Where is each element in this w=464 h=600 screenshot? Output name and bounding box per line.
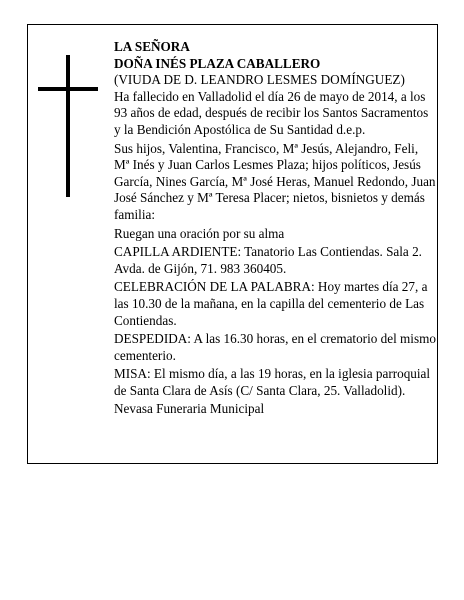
cross-icon xyxy=(38,55,98,197)
celebration-paragraph: CELEBRACIÓN DE LA PALABRA: Hoy martes día 27, a las 10.30 de la mañana, en la capilla del cementerio de Las Contiendas. xyxy=(114,279,428,328)
funeral-home: Nevasa Funeraria Municipal xyxy=(114,401,265,417)
cross-vertical-bar xyxy=(66,55,70,197)
cross-horizontal-bar xyxy=(38,87,98,91)
widow-note: (VIUDA DE D. LEANDRO LESMES DOMÍNGUEZ) xyxy=(114,72,405,88)
farewell-paragraph: DESPEDIDA: A las 16.30 horas, en el crematorio del mismo cementerio. xyxy=(114,331,436,363)
chapel-paragraph: CAPILLA ARDIENTE: Tanatorio Las Contiendas. Sala 2. Avda. de Gijón, 71. 983 360405. xyxy=(114,244,422,276)
heading-title: LA SEÑORA xyxy=(114,39,190,54)
prayer-line: Ruegan una oración por su alma xyxy=(114,225,285,241)
family-paragraph: Sus hijos, Valentina, Francisco, Mª Jesús, Alejandro, Feli, Mª Inés y Juan Carlos Lesmes Plaza; hijos políticos, Jesús García, Nines García, Mª José Heras, Manuel Redondo, Juan José Sánchez y Mª Teresa Placer; nietos, bisnietos y demás familia: xyxy=(114,140,436,222)
mass-paragraph: MISA: El mismo día, a las 19 horas, en la iglesia parroquial de Santa Clara de Asís (C/ Santa Clara, 25. Valladolid). xyxy=(114,366,431,398)
deceased-name: DOÑA INÉS PLAZA CABALLERO xyxy=(114,55,321,71)
death-paragraph: Ha fallecido en Valladolid el día 26 de mayo de 2014, a los 93 años de edad, después de recibir los Santos Sacramentos y la Bendición Apostólica de Su Santidad d.e.p. xyxy=(114,88,429,137)
obituary-text xyxy=(114,39,436,420)
obituary-notice xyxy=(27,24,438,464)
